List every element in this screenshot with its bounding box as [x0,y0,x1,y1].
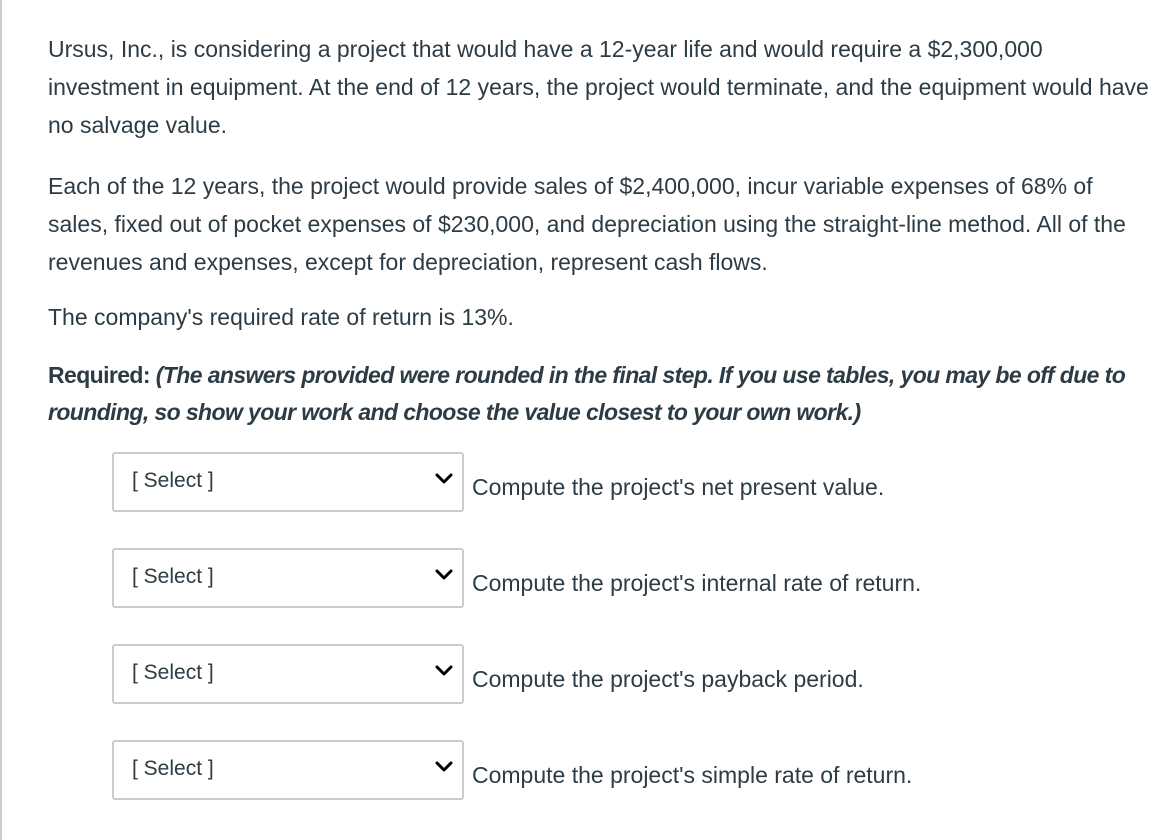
question-row-simple-rate [112,740,1012,800]
answer-select-npv[interactable] [112,452,464,512]
chevron-down-icon [435,665,453,677]
question-text-payback: Compute the project's payback period. [472,666,864,692]
answer-select-payback[interactable] [112,644,464,704]
answer-select-irr[interactable] [112,548,464,608]
intro-paragraph-1: Ursus, Inc., is considering a project that would have a 12-year life and would require a $2,300,000 investment in equipment. At the end of 12 years, the project would terminate, and the equipment would have no salvage value. [48,36,1149,138]
select-placeholder: [ Select ] [132,757,214,780]
select-placeholder: [ Select ] [132,565,214,588]
chevron-down-icon [435,473,453,485]
chevron-down-icon [435,569,453,581]
question-text-irr: Compute the project's internal rate of return. [472,570,922,596]
question-row-npv [112,452,1012,512]
question-text-npv: Compute the project's net present value. [472,474,885,500]
answer-select-simple-rate[interactable] [112,740,464,800]
select-placeholder: [ Select ] [132,469,214,492]
question-row-irr [112,548,1012,608]
required-label: Required: [48,362,150,388]
intro-paragraph-3: The company's required rate of return is 13%. [48,304,514,330]
required-note: (The answers provided were rounded in the final step. If you use tables, you may be off due to rounding, so show your work and choose the value closest to your own work.) [48,362,1126,425]
select-placeholder: [ Select ] [132,661,214,684]
question-text-simple-rate: Compute the project's simple rate of return. [472,762,913,788]
required-instructions [48,357,1158,431]
question-row-payback [112,644,1012,704]
intro-paragraph-2: Each of the 12 years, the project would provide sales of $2,400,000, incur variable expenses of 68% of sales, fixed out of pocket expenses of $230,000, and depreciation using the straight-line method. All of the revenues and expenses, except for depreciation, represent cash flows. [48,173,1126,275]
chevron-down-icon [435,761,453,773]
